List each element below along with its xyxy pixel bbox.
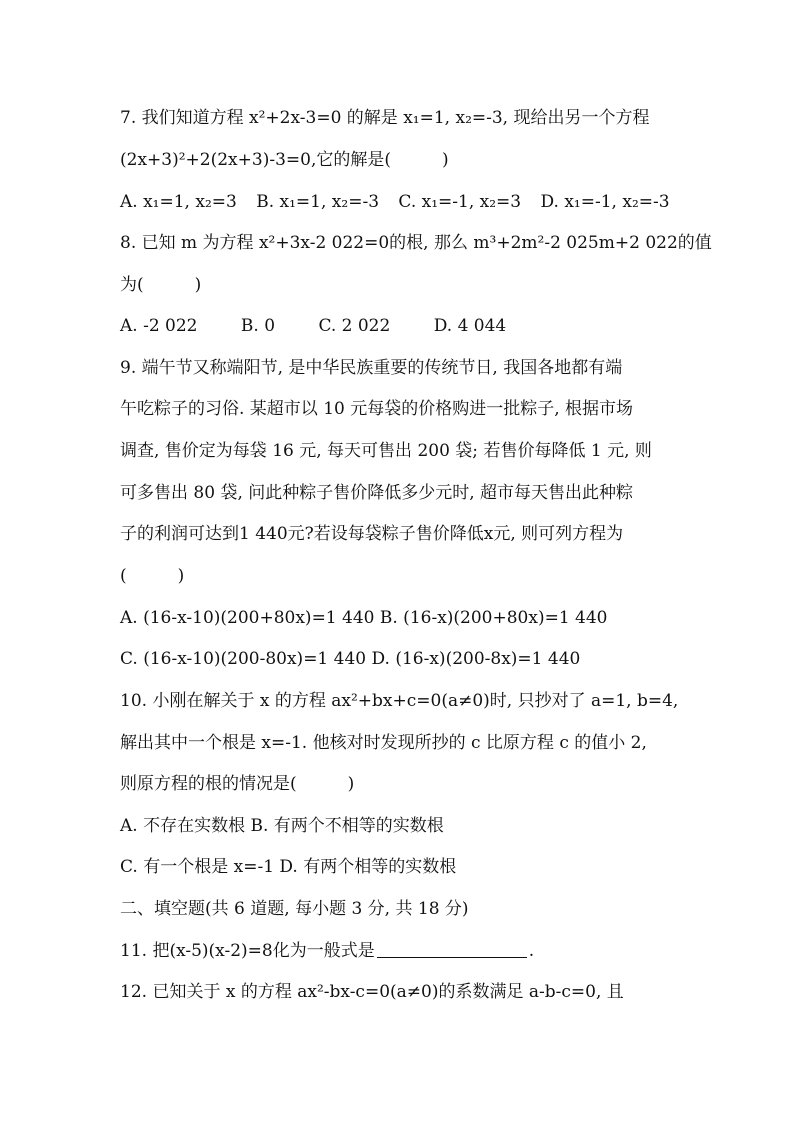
q9-line-6: ( ) — [120, 566, 185, 586]
q8-option-d[interactable]: D. 4 044 — [433, 316, 507, 336]
q10-options-cd[interactable]: C. 有一个根是 x=-1 D. 有两个相等的实数根 — [120, 857, 457, 877]
q7-option-c[interactable]: C. x₁=-1, x₂=3 — [398, 192, 522, 212]
q8-options — [120, 314, 506, 338]
q8-line-2: 为( ) — [120, 275, 202, 295]
q9-line-4: 可多售出 80 袋, 问此种粽子售价降低多少元时, 超市每天售出此种粽 — [120, 483, 634, 503]
q8-line-1: 8. 已知 m 为方程 x²+3x-2 022=0的根, 那么 m³+2m²-2 025m+2 022的值 — [120, 233, 712, 253]
q9-line-5: 子的利润可达到1 440元?若设每袋粽子售价降低x元, 则可列方程为 — [120, 524, 624, 544]
q7-option-a[interactable]: A. x₁=1, x₂=3 — [120, 192, 237, 212]
q10-line-2: 解出其中一个根是 x=-1. 他核对时发现所抄的 c 比原方程 c 的值小 2, — [120, 733, 647, 753]
q11-line — [120, 939, 534, 963]
q8-option-a[interactable]: A. -2 022 — [120, 316, 198, 336]
q9-line-1: 9. 端午节又称端阳节, 是中华民族重要的传统节日, 我国各地都有端 — [120, 358, 623, 378]
q8-option-b[interactable]: B. 0 — [240, 316, 276, 336]
section-fill-in-heading: 二、填空题(共 6 道题, 每小题 3 分, 共 18 分) — [120, 899, 469, 919]
q10-line-1: 10. 小刚在解关于 x 的方程 ax²+bx+c=0(a≠0)时, 只抄对了 a=1, b=4, — [120, 691, 679, 711]
q7-options — [120, 190, 670, 214]
q10-line-3: 则原方程的根的情况是( ) — [120, 774, 355, 794]
q10-options-ab[interactable]: A. 不存在实数根 B. 有两个不相等的实数根 — [120, 816, 444, 836]
q9-options-ab[interactable]: A. (16-x-10)(200+80x)=1 440 B. (16-x)(200+80x)=1 440 — [120, 608, 608, 628]
q7-line-2: (2x+3)²+2(2x+3)-3=0,它的解是( ) — [120, 150, 449, 170]
q12-line-1: 12. 已知关于 x 的方程 ax²-bx-c=0(a≠0)的系数满足 a-b-c=0, 且 — [120, 982, 624, 1002]
q7-option-b[interactable]: B. x₁=1, x₂=-3 — [256, 192, 380, 212]
q8-option-c[interactable]: C. 2 022 — [318, 316, 391, 336]
q11-prefix: 11. 把(x-5)(x-2)=8化为一般式是 — [120, 941, 375, 961]
q9-options-cd[interactable]: C. (16-x-10)(200-80x)=1 440 D. (16-x)(200-8x)=1 440 — [120, 649, 581, 669]
q7-option-d[interactable]: D. x₁=-1, x₂=-3 — [540, 192, 670, 212]
q9-line-2: 午吃粽子的习俗. 某超市以 10 元每袋的价格购进一批粽子, 根据市场 — [120, 399, 634, 419]
q7-line-1: 7. 我们知道方程 x²+2x-3=0 的解是 x₁=1, x₂=-3, 现给出另一个方程 — [120, 108, 650, 128]
q11-answer-blank[interactable] — [377, 941, 527, 958]
q11-suffix: . — [528, 941, 535, 961]
q9-line-3: 调查, 售价定为每袋 16 元, 每天可售出 200 袋; 若售价每降低 1 元, 则 — [120, 441, 652, 461]
